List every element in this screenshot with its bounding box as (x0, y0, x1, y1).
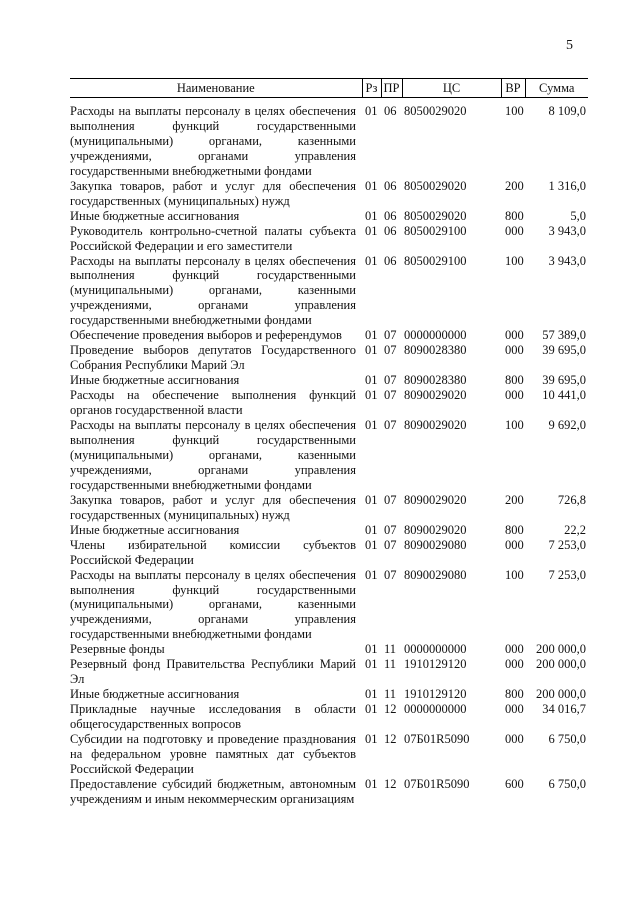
budget-table (70, 78, 588, 807)
cell-pr: 07 (384, 388, 397, 403)
cell-name: Руководитель контрольно-счетной палаты субъекта Российской Федерации и его заместители (70, 223, 356, 253)
cell-pr: 07 (384, 522, 397, 537)
cell-pr: 11 (384, 642, 397, 657)
cell-sum: 3 943,0 (548, 223, 586, 238)
cell-pr: 12 (384, 776, 397, 791)
header-rz: Рз (362, 79, 381, 98)
cell-sum: 200 000,0 (536, 642, 586, 657)
cell-vr: 000 (505, 657, 524, 672)
cell-vr: 000 (505, 732, 524, 747)
cell-cs: 0000000000 (404, 702, 467, 717)
cell-cs: 8090029080 (404, 567, 467, 582)
cell-name: Иные бюджетные ассигнования (70, 208, 240, 223)
cell-rz: 01 (365, 702, 378, 717)
cell-name: Предоставление субсидий бюджетным, автономным учреждениям и иным некоммерческим организациям (70, 776, 356, 806)
cell-name: Расходы на выплаты персоналу в целях обеспечения выполнения функций государственными (муниципальными) органами, казенными учреждениями, органами управления государственными внебюджетными фондами (70, 418, 356, 492)
cell-vr: 800 (505, 208, 524, 223)
cell-cs: 8090028380 (404, 373, 467, 388)
table-row (70, 732, 588, 777)
table-row (70, 642, 588, 657)
cell-pr: 07 (384, 343, 397, 358)
cell-name: Закупка товаров, работ и услуг для обеспечения государственных (муниципальных) нужд (70, 492, 356, 522)
cell-pr: 07 (384, 537, 397, 552)
table-row (70, 538, 588, 568)
cell-vr: 800 (505, 687, 524, 702)
cell-vr: 000 (505, 343, 524, 358)
cell-pr: 07 (384, 418, 397, 433)
cell-sum: 39 695,0 (542, 343, 586, 358)
cell-name: Иные бюджетные ассигнования (70, 373, 240, 388)
cell-name: Расходы на выплаты персоналу в целях обеспечения выполнения функций государственными (муниципальными) органами, казенными учреждениями, органами управления государственными внебюджетными фондами (70, 253, 356, 328)
cell-name: Иные бюджетные ассигнования (70, 687, 240, 702)
cell-rz: 01 (365, 104, 378, 118)
cell-pr: 06 (384, 104, 397, 118)
cell-rz: 01 (365, 657, 378, 672)
cell-name: Иные бюджетные ассигнования (70, 522, 240, 537)
cell-pr: 07 (384, 492, 397, 507)
table-row (70, 224, 588, 254)
cell-cs: 8050029020 (404, 178, 467, 193)
cell-sum: 6 750,0 (548, 732, 586, 747)
cell-name: Обеспечение проведения выборов и референдумов (70, 328, 342, 343)
cell-pr: 12 (384, 702, 397, 717)
cell-vr: 100 (505, 104, 524, 118)
cell-sum: 200 000,0 (536, 657, 586, 672)
cell-cs: 8090029080 (404, 537, 467, 552)
cell-vr: 000 (505, 223, 524, 238)
cell-sum: 10 441,0 (542, 388, 586, 403)
cell-rz: 01 (365, 373, 378, 388)
cell-sum: 3 943,0 (548, 253, 586, 268)
page-number: 5 (566, 38, 573, 53)
table-row (70, 328, 588, 343)
cell-vr: 100 (505, 253, 524, 268)
cell-sum: 8 109,0 (548, 104, 586, 118)
cell-rz: 01 (365, 328, 378, 343)
cell-cs: 8090029020 (404, 418, 467, 433)
cell-rz: 01 (365, 223, 378, 238)
cell-cs: 8050029100 (404, 223, 467, 238)
cell-name: Субсидии на подготовку и проведение празднования на федеральном уровне памятных дат субъектов Российской Федерации (70, 732, 356, 776)
cell-name: Члены избирательной комиссии субъектов Российской Федерации (70, 537, 356, 567)
cell-rz: 01 (365, 343, 378, 358)
cell-pr: 06 (384, 253, 397, 268)
cell-rz: 01 (365, 492, 378, 507)
cell-cs: 07Б01R5090 (404, 776, 470, 791)
cell-name: Расходы на выплаты персоналу в целях обеспечения выполнения функций государственными (муниципальными) органами, казенными учреждениями, органами управления государственными внебюджетными фондами (70, 104, 356, 178)
cell-vr: 200 (505, 178, 524, 193)
cell-sum: 7 253,0 (548, 537, 586, 552)
cell-rz: 01 (365, 776, 378, 791)
cell-pr: 06 (384, 208, 397, 223)
cell-pr: 06 (384, 223, 397, 238)
cell-name: Прикладные научные исследования в области общегосударственных вопросов (70, 702, 356, 732)
cell-name: Резервный фонд Правительства Республики Марий Эл (70, 657, 356, 687)
table-row (70, 523, 588, 538)
cell-pr: 07 (384, 567, 397, 582)
cell-pr: 07 (384, 328, 397, 343)
cell-cs: 1910129120 (404, 687, 467, 702)
cell-vr: 800 (505, 373, 524, 388)
cell-cs: 8090028380 (404, 343, 467, 358)
cell-vr: 000 (505, 328, 524, 343)
table-row (70, 179, 588, 209)
cell-pr: 06 (384, 178, 397, 193)
cell-name: Расходы на обеспечение выполнения функций органов государственной власти (70, 388, 356, 418)
table-row (70, 657, 588, 687)
table-row (70, 687, 588, 702)
cell-sum: 7 253,0 (548, 567, 586, 582)
cell-rz: 01 (365, 418, 378, 433)
cell-sum: 9 692,0 (548, 418, 586, 433)
header-row (70, 79, 588, 98)
cell-name: Закупка товаров, работ и услуг для обеспечения государственных (муниципальных) нужд (70, 178, 356, 208)
cell-cs: 0000000000 (404, 328, 467, 343)
header-vr: ВР (501, 79, 525, 98)
cell-sum: 1 316,0 (548, 178, 586, 193)
table-body (70, 98, 588, 807)
table-row (70, 568, 588, 643)
cell-pr: 07 (384, 373, 397, 388)
cell-vr: 100 (505, 567, 524, 582)
cell-vr: 000 (505, 537, 524, 552)
cell-cs: 8050029020 (404, 208, 467, 223)
cell-rz: 01 (365, 388, 378, 403)
table-row (70, 388, 588, 418)
cell-sum: 726,8 (557, 492, 586, 507)
table-row (70, 777, 588, 807)
cell-pr: 11 (384, 687, 397, 702)
table-row (70, 373, 588, 388)
cell-vr: 800 (505, 522, 524, 537)
cell-rz: 01 (365, 522, 378, 537)
cell-name: Расходы на выплаты персоналу в целях обеспечения выполнения функций государственными (муниципальными) органами, казенными учреждениями, органами управления государственными внебюджетными фондами (70, 567, 356, 642)
cell-vr: 000 (505, 388, 524, 403)
cell-rz: 01 (365, 178, 378, 193)
table-row (70, 493, 588, 523)
cell-vr: 100 (505, 418, 524, 433)
cell-cs: 8050029020 (404, 104, 467, 118)
cell-rz: 01 (365, 537, 378, 552)
table-row (70, 418, 588, 493)
cell-sum: 57 389,0 (542, 328, 586, 343)
table-row (70, 98, 588, 179)
header-sum: Сумма (525, 79, 588, 98)
table-row (70, 343, 588, 373)
cell-cs: 8090029020 (404, 522, 467, 537)
cell-pr: 11 (384, 657, 397, 672)
cell-cs: 8050029100 (404, 253, 467, 268)
header-name: Наименование (70, 79, 362, 98)
cell-vr: 200 (505, 492, 524, 507)
cell-rz: 01 (365, 687, 378, 702)
cell-name: Проведение выборов депутатов Государственного Собрания Республики Марий Эл (70, 343, 356, 373)
cell-rz: 01 (365, 567, 378, 582)
cell-vr: 000 (505, 702, 524, 717)
table-row (70, 702, 588, 732)
table-row (70, 209, 588, 224)
cell-sum: 34 016,7 (542, 702, 586, 717)
cell-rz: 01 (365, 642, 378, 657)
cell-rz: 01 (365, 732, 378, 747)
cell-cs: 0000000000 (404, 642, 467, 657)
cell-name: Резервные фонды (70, 642, 165, 657)
cell-cs: 07Б01R5090 (404, 732, 470, 747)
cell-rz: 01 (365, 253, 378, 268)
header-pr: ПР (381, 79, 402, 98)
cell-pr: 12 (384, 732, 397, 747)
header-cs: ЦС (402, 79, 501, 98)
cell-cs: 8090029020 (404, 388, 467, 403)
cell-cs: 1910129120 (404, 657, 467, 672)
cell-sum: 22,2 (564, 522, 586, 537)
cell-sum: 6 750,0 (548, 776, 586, 791)
cell-rz: 01 (365, 208, 378, 223)
cell-sum: 200 000,0 (536, 687, 586, 702)
cell-cs: 8090029020 (404, 492, 467, 507)
cell-vr: 600 (505, 776, 524, 791)
cell-vr: 000 (505, 642, 524, 657)
cell-sum: 5,0 (570, 208, 586, 223)
table-row (70, 254, 588, 329)
cell-sum: 39 695,0 (542, 373, 586, 388)
